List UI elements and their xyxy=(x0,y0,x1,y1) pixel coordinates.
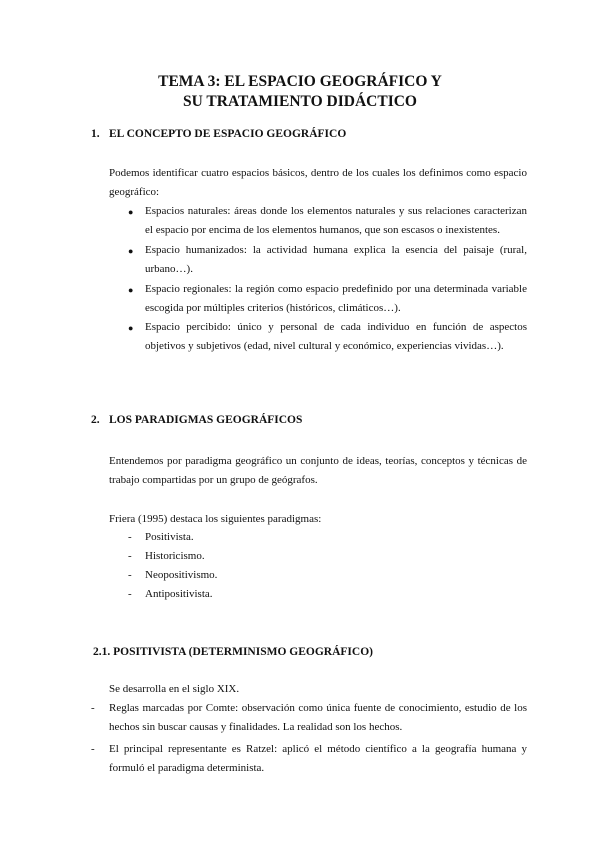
bullet-item-humanizados: Espacio humanizados: la actividad humana explica la esencia del paisaje (rural, urbano…). xyxy=(145,244,527,275)
section-2-title: LOS PARADIGMAS GEOGRÁFICOS xyxy=(109,414,303,426)
dash-marker: - xyxy=(128,588,132,600)
bullet-item-regionales: Espacio regionales: la región como espacio predefinido por una determinada variable escogida por múltiples criterios (históricos, climáticos…). xyxy=(145,283,527,314)
section-1-title: EL CONCEPTO DE ESPACIO GEOGRÁFICO xyxy=(109,128,347,140)
dash-marker: - xyxy=(91,743,95,755)
document-title xyxy=(0,72,600,112)
section-2-intro: Entendemos por paradigma geográfico un conjunto de ideas, teorías, conceptos y técnicas de trabajo compartidas por un grupo de geógrafos. xyxy=(109,455,527,486)
paradigm-item: Historicismo. xyxy=(145,550,205,562)
dash-marker: - xyxy=(91,702,95,714)
section-2-1-line: Se desarrolla en el siglo XIX. xyxy=(109,683,240,695)
section-1-intro: Podemos identificar cuatro espacios básicos, dentro de los cuales los definimos como espacio geográfico: xyxy=(109,167,527,198)
title-line-1: TEMA 3: EL ESPACIO GEOGRÁFICO Y xyxy=(158,73,442,90)
dash-marker: - xyxy=(128,531,132,543)
section-2-1-heading: 2.1. POSITIVISTA (DETERMINISMO GEOGRÁFICO) xyxy=(93,646,373,658)
bullet-item-percibido: Espacio percibido: único y personal de cada individuo en función de aspectos objetivos y subjetivos (edad, nivel cultural y económico, experiencias vividas…). xyxy=(145,321,527,352)
paradigm-item: Antipositivista. xyxy=(145,588,213,600)
dash-marker: - xyxy=(128,569,132,581)
section-1-number: 1. xyxy=(91,128,100,140)
section-2-1-item-comte: Reglas marcadas por Comte: observación como única fuente de conocimiento, estudio de los hechos sin buscar causas y finalidades. La realidad son los hechos. xyxy=(109,702,527,733)
bullet-marker: ● xyxy=(128,246,134,256)
section-2-number: 2. xyxy=(91,414,100,426)
bullet-marker: ● xyxy=(128,285,134,295)
paradigm-item: Neopositivismo. xyxy=(145,569,218,581)
dash-marker: - xyxy=(128,550,132,562)
section-2-heading xyxy=(91,414,302,426)
bullet-marker: ● xyxy=(128,323,134,333)
bullet-marker: ● xyxy=(128,207,134,217)
paradigm-item: Positivista. xyxy=(145,531,194,543)
bullet-item-natural: Espacios naturales: áreas donde los elementos naturales y sus relaciones caracterizan el espacio por encima de los elementos humanos, que son escasos o inexistentes. xyxy=(145,205,527,236)
title-line-2: SU TRATAMIENTO DIDÁCTICO xyxy=(183,93,417,110)
section-1-heading xyxy=(91,128,346,140)
section-2-1-item-ratzel: El principal representante es Ratzel: aplicó el método científico a la geografía humana y formuló el paradigma determinista. xyxy=(109,743,527,774)
section-2-lead: Friera (1995) destaca los siguientes paradigmas: xyxy=(109,513,322,525)
